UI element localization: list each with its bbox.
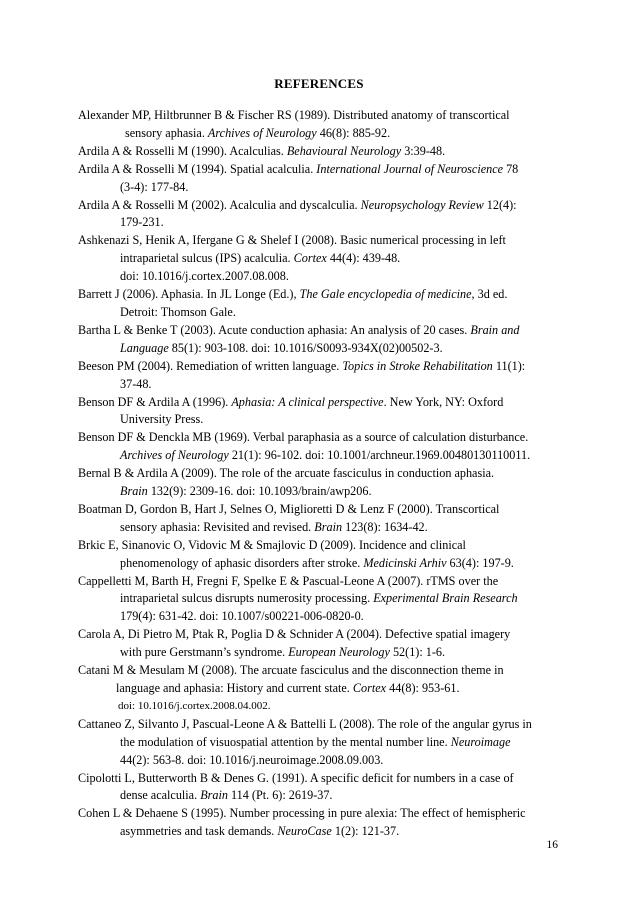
reference-continuation-line bbox=[78, 698, 560, 716]
reference-text: 3:39-48. bbox=[401, 143, 446, 158]
reference-text: Cappelletti M, Barth H, Fregni F, Spelke E & Pascual-Leone A (2007). rTMS over the bbox=[78, 573, 499, 588]
reference-text: University Press. bbox=[120, 412, 204, 427]
reference-text: the modulation of visuospatial attention by the mental number line. bbox=[120, 734, 451, 749]
reference-text: 37-48. bbox=[120, 376, 152, 391]
reference-italic-text: Cortex bbox=[293, 251, 327, 266]
reference-first-line bbox=[78, 161, 560, 179]
reference-text: language and aphasia: History and current state. bbox=[116, 681, 353, 695]
reference-continuation-line bbox=[78, 250, 560, 268]
reference-entry bbox=[78, 805, 560, 841]
reference-text: 114 (Pt. 6): 2619-37. bbox=[227, 788, 333, 803]
reference-continuation-line bbox=[78, 179, 560, 197]
reference-first-line bbox=[78, 358, 560, 376]
reference-text: intraparietal sulcus disrupts numerosity processing. bbox=[120, 591, 374, 606]
reference-text: dense acalculia. bbox=[120, 788, 201, 803]
reference-text: 11(1): bbox=[492, 358, 526, 373]
reference-italic-text: Experimental Brain Research bbox=[373, 591, 518, 606]
reference-text: 1(2): 121-37. bbox=[331, 824, 400, 839]
reference-continuation-line bbox=[78, 823, 560, 841]
reference-continuation-line bbox=[78, 787, 560, 805]
reference-continuation-line bbox=[78, 608, 560, 626]
reference-text: Ardila A & Rosselli M (1994). Spatial acalculia. bbox=[78, 161, 317, 176]
reference-first-line bbox=[78, 232, 560, 250]
reference-first-line bbox=[78, 573, 560, 591]
reference-continuation-line bbox=[78, 376, 560, 394]
reference-entry bbox=[78, 358, 560, 394]
reference-italic-text: Brain bbox=[200, 788, 228, 803]
reference-text: 52(1): 1-6. bbox=[389, 645, 446, 660]
reference-text: with pure Gerstmann’s syndrome. bbox=[120, 645, 289, 660]
reference-first-line bbox=[78, 465, 560, 483]
reference-text: intraparietal sulcus (IPS) acalculia. bbox=[120, 251, 294, 266]
reference-text: Barrett J (2006). Aphasia. In JL Longe (Ed.), bbox=[78, 287, 300, 302]
reference-text: Benson DF & Ardila A (1996). bbox=[78, 394, 232, 409]
reference-text: 78 bbox=[503, 161, 519, 176]
reference-text: Bernal B & Ardila A (2009). The role of the arcuate fasciculus in conduction aphasia. bbox=[78, 466, 495, 481]
reference-entry bbox=[78, 465, 560, 501]
reference-text: phenomenology of aphasic disorders after stroke. bbox=[120, 555, 364, 570]
reference-italic-text: Brain bbox=[314, 519, 343, 534]
reference-italic-text: Topics in Stroke Rehabilitation bbox=[342, 358, 493, 373]
reference-text: . New York, NY: Oxford bbox=[383, 394, 504, 409]
reference-entry bbox=[78, 429, 560, 465]
reference-first-line bbox=[78, 107, 560, 125]
reference-continuation-line bbox=[78, 304, 560, 322]
reference-text: Benson DF & Denckla MB (1969). Verbal paraphasia as a source of calculation disturbance. bbox=[78, 430, 529, 445]
reference-text: Alexander MP, Hiltbrunner B & Fischer RS (1989). Distributed anatomy of transcortical bbox=[78, 108, 510, 122]
page-number: 16 bbox=[546, 839, 558, 851]
reference-text: asymmetries and task demands. bbox=[120, 824, 278, 839]
reference-italic-text: Archives of Neurology bbox=[120, 448, 229, 463]
page-title: REFERENCES bbox=[274, 76, 364, 91]
reference-first-line bbox=[78, 805, 560, 823]
reference-text: Ardila A & Rosselli M (2002). Acalculia and dyscalculia. bbox=[78, 197, 361, 212]
reference-text: Cohen L & Dehaene S (1995). Number processing in pure alexia: The effect of hemispheric bbox=[78, 806, 526, 821]
reference-text: (3-4): 177-84. bbox=[120, 179, 189, 194]
reference-entry bbox=[78, 626, 560, 662]
reference-italic-text: Brain bbox=[120, 484, 148, 499]
reference-continuation-line bbox=[78, 268, 560, 286]
reference-text: 46(8): 885-92. bbox=[316, 125, 391, 140]
reference-continuation-line bbox=[78, 590, 560, 608]
reference-first-line bbox=[78, 197, 560, 215]
reference-entry bbox=[78, 232, 560, 286]
reference-italic-text: Language bbox=[120, 340, 169, 355]
reference-first-line bbox=[78, 394, 560, 412]
reference-entry bbox=[78, 716, 560, 770]
reference-italic-text: International Journal of Neuroscience bbox=[316, 161, 504, 176]
reference-text: 179(4): 631-42. doi: 10.1007/s00221-006-0820-0. bbox=[120, 609, 364, 624]
reference-entry bbox=[78, 107, 560, 143]
reference-entry bbox=[78, 662, 560, 716]
reference-italic-text: Cortex bbox=[352, 681, 387, 695]
reference-text: Brkic E, Sinanovic O, Vidovic M & Smajlovic D (2009). Incidence and clinical bbox=[78, 537, 466, 552]
reference-italic-text: Medicinski Arhiv bbox=[363, 555, 447, 570]
reference-text: Cipolotti L, Butterworth B & Denes G. (1991). A specific deficit for numbers in a case of bbox=[78, 770, 514, 785]
reference-first-line bbox=[78, 716, 560, 734]
reference-text: 123(8): 1634-42. bbox=[342, 519, 428, 534]
reference-continuation-line bbox=[78, 483, 560, 501]
reference-first-line bbox=[78, 626, 560, 644]
reference-entry bbox=[78, 322, 560, 358]
reference-text: 44(4): 439-48. bbox=[326, 251, 401, 266]
reference-text: 63(4): 197-9. bbox=[446, 555, 514, 570]
reference-entry bbox=[78, 161, 560, 197]
reference-entry bbox=[78, 770, 560, 806]
reference-entry bbox=[78, 286, 560, 322]
reference-italic-text: Neuroimage bbox=[450, 734, 511, 749]
reference-text: 44(8): 953-61. bbox=[386, 681, 460, 695]
reference-text: Catani M & Mesulam M (2008). The arcuate fasciculus and the disconnection theme in bbox=[78, 663, 504, 678]
reference-first-line bbox=[78, 662, 560, 680]
reference-text: 179-231. bbox=[120, 215, 164, 230]
reference-entry bbox=[78, 501, 560, 537]
reference-italic-text: Behavioural Neurology bbox=[286, 143, 402, 158]
reference-continuation-line bbox=[78, 734, 560, 752]
reference-text: Ardila A & Rosselli M (1990). Acalculias. bbox=[78, 143, 287, 158]
reference-text: sensory aphasia. bbox=[125, 125, 208, 140]
reference-continuation-line bbox=[78, 125, 560, 143]
reference-entry bbox=[78, 537, 560, 573]
reference-italic-text: The Gale encyclopedia of medicine bbox=[299, 287, 472, 302]
reference-italic-text: Archives of Neurology bbox=[207, 125, 317, 140]
reference-text: 44(2): 563-8. doi: 10.1016/j.neuroimage.2008.09.003. bbox=[120, 752, 384, 767]
reference-text: , 3d ed. bbox=[471, 287, 508, 302]
reference-first-line bbox=[78, 501, 560, 519]
reference-continuation-line bbox=[78, 214, 560, 232]
reference-entry bbox=[78, 197, 560, 233]
reference-continuation-line bbox=[78, 644, 560, 662]
reference-first-line bbox=[78, 286, 560, 304]
reference-text: 12(4): bbox=[483, 197, 517, 212]
reference-text: doi: 10.1016/j.cortex.2007.08.008. bbox=[120, 269, 289, 284]
reference-first-line bbox=[78, 322, 560, 340]
reference-text: Beeson PM (2004). Remediation of written language. bbox=[78, 358, 343, 373]
reference-text: Bartha L & Benke T (2003). Acute conduction aphasia: An analysis of 20 cases. bbox=[78, 322, 471, 337]
reference-continuation-line bbox=[78, 411, 560, 429]
reference-text: Carola A, Di Pietro M, Ptak R, Poglia D & Schnider A (2004). Defective spatial imagery bbox=[78, 627, 511, 642]
reference-continuation-line bbox=[78, 680, 560, 698]
reference-entry bbox=[78, 394, 560, 430]
reference-entry bbox=[78, 143, 560, 161]
reference-first-line bbox=[78, 770, 560, 788]
reference-text: Ashkenazi S, Henik A, Ifergane G & Shelef I (2008). Basic numerical processing in left bbox=[78, 233, 506, 248]
reference-text: doi: 10.1016/j.cortex.2008.04.002. bbox=[118, 699, 271, 712]
reference-first-line bbox=[78, 143, 560, 161]
reference-text: Cattaneo Z, Silvanto J, Pascual-Leone A & Battelli L (2008). The role of the angular gyrus in bbox=[78, 716, 532, 731]
reference-italic-text: Aphasia: A clinical perspective bbox=[231, 394, 384, 409]
reference-continuation-line bbox=[78, 447, 560, 465]
reference-italic-text: NeuroCase bbox=[277, 824, 332, 839]
reference-continuation-line bbox=[78, 519, 560, 537]
reference-italic-text: Brain and bbox=[470, 322, 520, 337]
reference-first-line bbox=[78, 537, 560, 555]
reference-italic-text: European Neurology bbox=[288, 645, 390, 660]
reference-continuation-line bbox=[78, 555, 560, 573]
reference-italic-text: Neuropsychology Review bbox=[360, 197, 484, 212]
reference-first-line bbox=[78, 429, 560, 447]
reference-text: 132(9): 2309-16. doi: 10.1093/brain/awp206. bbox=[147, 484, 372, 499]
reference-text: Detroit: Thomson Gale. bbox=[120, 304, 236, 319]
reference-continuation-line bbox=[78, 340, 560, 358]
reference-continuation-line bbox=[78, 752, 560, 770]
reference-text: 85(1): 903-108. doi: 10.1016/S0093-934X(02)00502-3. bbox=[168, 340, 443, 355]
reference-list bbox=[78, 107, 560, 841]
reference-text: sensory aphasia: Revisited and revised. bbox=[120, 519, 315, 534]
reference-text: Boatman D, Gordon B, Hart J, Selnes O, Miglioretti D & Lenz F (2000). Transcortical bbox=[78, 501, 500, 516]
reference-text: 21(1): 96-102. doi: 10.1001/archneur.1969.00480130110011. bbox=[228, 448, 531, 463]
reference-entry bbox=[78, 573, 560, 627]
